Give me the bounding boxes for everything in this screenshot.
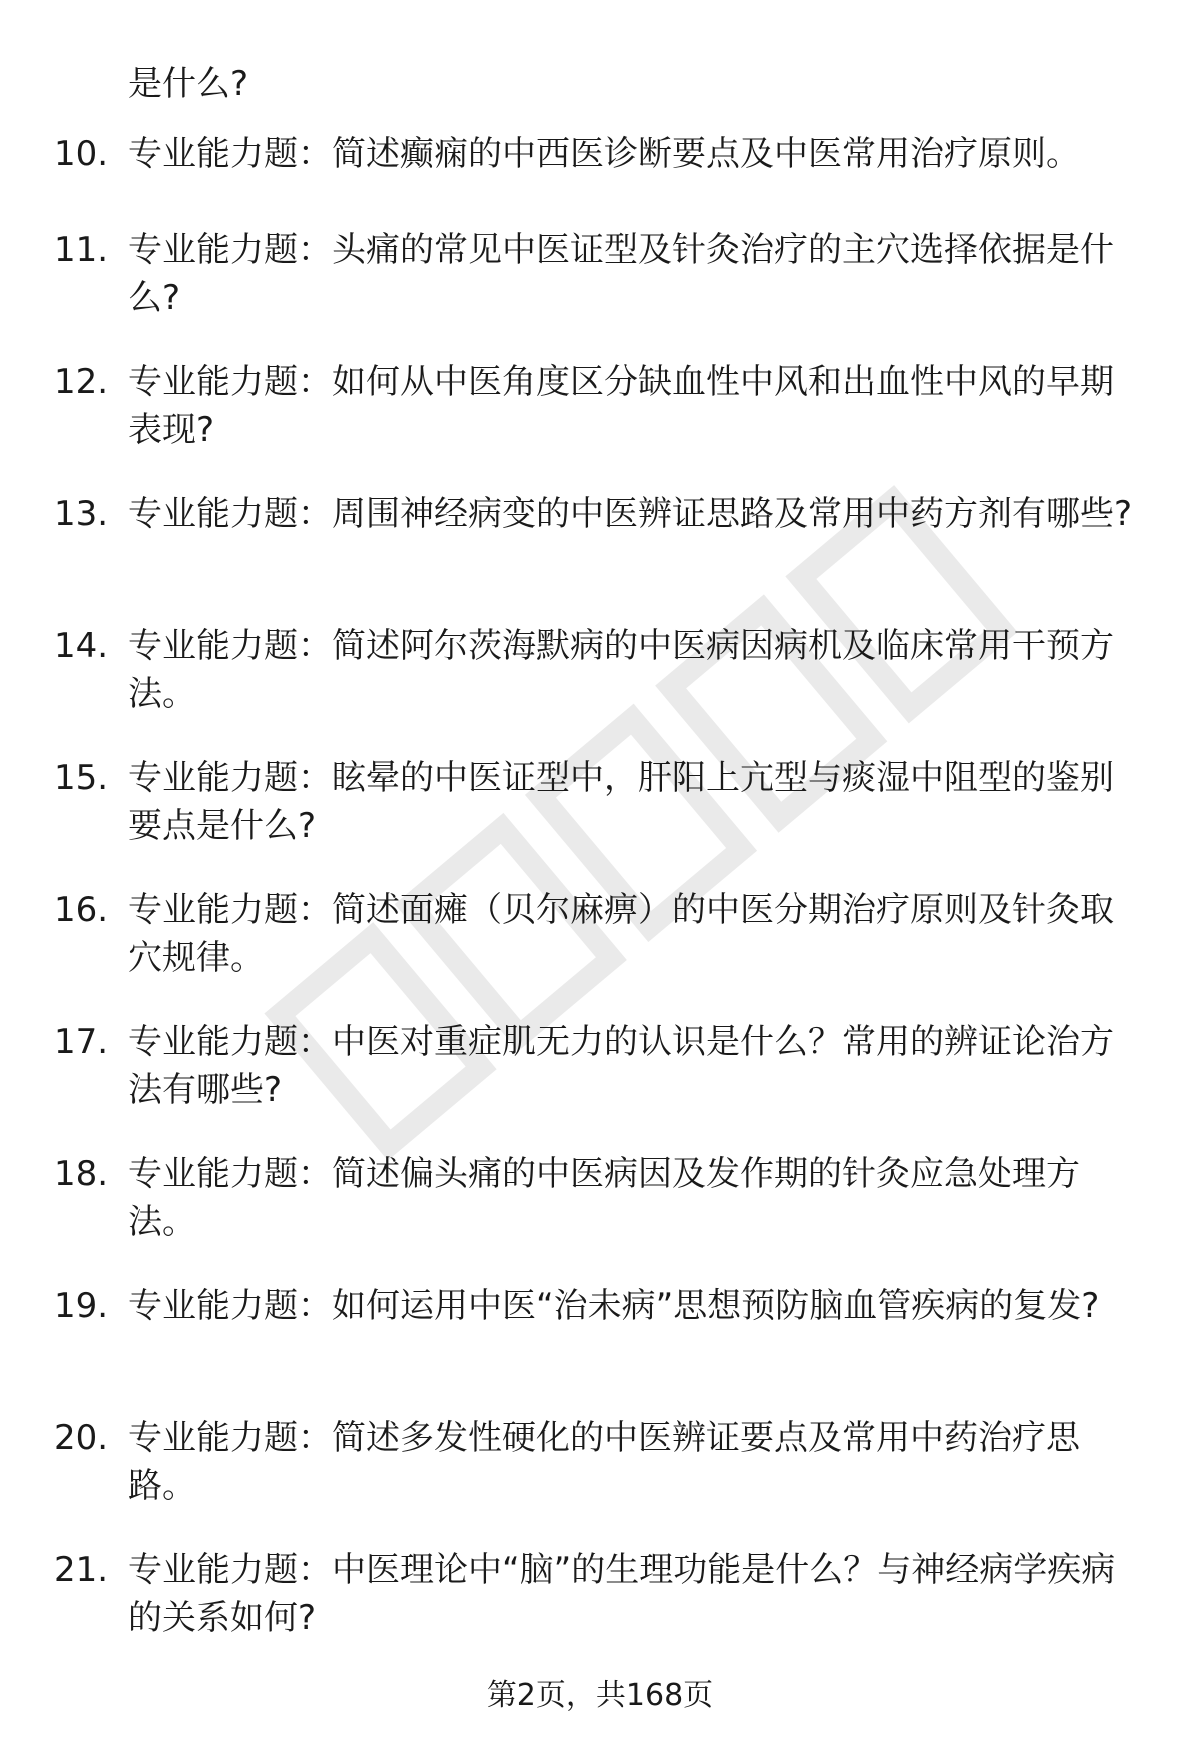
question-number: 15. — [54, 758, 109, 798]
question-text: 专业能力题：中医对重症肌无力的认识是什么？常用的辨证论治方法有哪些? — [128, 1022, 1114, 1110]
question-number: 19. — [54, 1286, 109, 1326]
question-text: 专业能力题：如何运用中医“治未病”思想预防脑血管疾病的复发? — [128, 1286, 1100, 1326]
question-text: 专业能力题：简述偏头痛的中医病因及发作期的针灸应急处理方法。 — [128, 1154, 1080, 1242]
question-number: 12. — [54, 362, 109, 402]
question-number: 17. — [54, 1022, 109, 1062]
question-text: 专业能力题：眩晕的中医证型中，肝阳上亢型与痰湿中阻型的鉴别要点是什么? — [128, 758, 1114, 846]
question-text: 专业能力题：如何从中医角度区分缺血性中风和出血性中风的早期表现? — [128, 362, 1114, 450]
question-number: 16. — [54, 890, 109, 930]
question-text: 专业能力题：简述面瘫（贝尔麻痹）的中医分期治疗原则及针灸取穴规律。 — [128, 890, 1114, 978]
question-number: 13. — [54, 494, 109, 534]
question-text: 专业能力题：简述多发性硬化的中医辨证要点及常用中药治疗思路。 — [128, 1418, 1080, 1506]
question-text: 专业能力题：周围神经病变的中医辨证思路及常用中药方剂有哪些? — [128, 494, 1133, 534]
question-number: 18. — [54, 1154, 109, 1194]
question-number: 21. — [54, 1550, 109, 1590]
question-number: 10. — [54, 134, 109, 174]
question-number: 14. — [54, 626, 109, 666]
question-text: 专业能力题：简述癫痫的中西医诊断要点及中医常用治疗原则。 — [128, 134, 1080, 174]
question-number: 20. — [54, 1418, 109, 1458]
page-number-footer: 第2页，共168页 — [486, 1678, 714, 1713]
question-text: 专业能力题：简述阿尔茨海默病的中医病因病机及临床常用干预方法。 — [128, 626, 1114, 714]
question-text: 专业能力题：中医理论中“脑”的生理功能是什么？与神经病学疾病的关系如何? — [128, 1550, 1116, 1638]
question-number: 11. — [54, 230, 109, 270]
question-text: 专业能力题：头痛的常见中医证型及针灸治疗的主穴选择依据是什么? — [128, 230, 1114, 318]
continued-question-text: 是什么? — [128, 64, 249, 104]
